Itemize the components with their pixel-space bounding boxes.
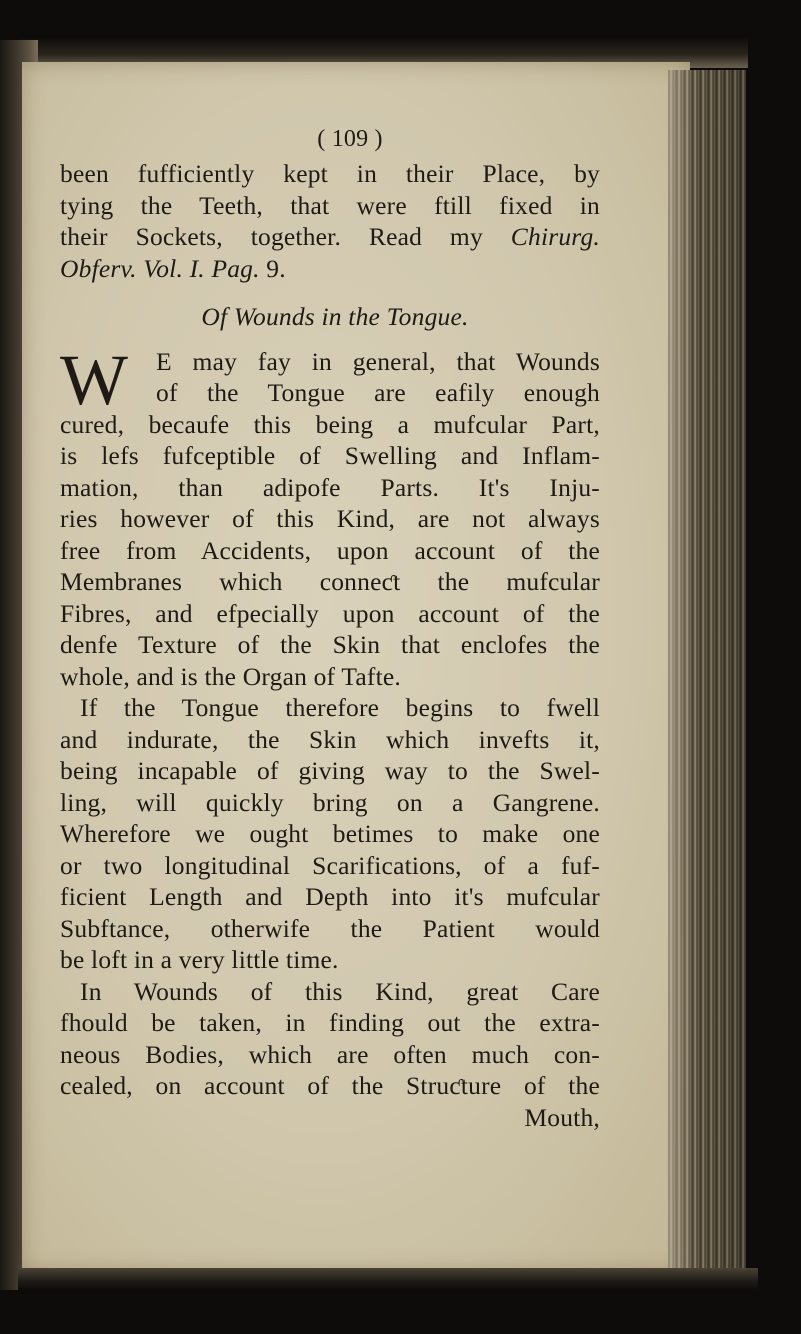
text-line: free from Accidents, upon account of the (60, 535, 600, 565)
reference-observ: Obferv. Vol. I. Pag. (60, 253, 260, 283)
text-line: ficient Length and Depth into it's mufcular (60, 882, 600, 911)
paragraph-3 (60, 976, 600, 1134)
text-line: and indurate, the Skin which invefts it, (60, 724, 600, 754)
text-line: Subftance, otherwife the Patient would (60, 913, 600, 943)
text-line: tying the Teeth, that were ftill fixed in (60, 190, 600, 220)
catchword: Mouth, (524, 1102, 600, 1132)
text-line: In Wounds of this Kind, great Care (80, 976, 600, 1006)
text-line: denfe Texture of the Skin that enclofes the (60, 630, 600, 659)
book-bottom-edge (18, 1268, 758, 1290)
text-line: Membranes which conneƈt the mufcular (60, 567, 600, 596)
page-text (60, 120, 600, 1133)
text-line: mation, than adipofe Parts. It's Inju- (60, 472, 600, 502)
text-line: ling, will quickly bring on a Gangrene. (60, 787, 600, 817)
paragraph-1 (60, 339, 600, 693)
drop-cap: W (60, 339, 129, 420)
text-line: E may fay in general, that Wounds (156, 346, 600, 376)
reference-chirurg: Chirurg. (510, 222, 601, 251)
text-line: neous Bodies, which are often much con- (60, 1039, 600, 1069)
text-line: cealed, on account of the Struƈture of the (60, 1071, 600, 1100)
text-line: being incapable of giving way to the Swel- (60, 756, 600, 785)
continuation-paragraph (60, 158, 600, 284)
text-line: been fufficiently kept in their Place, by (60, 159, 600, 188)
section-heading: Of Wounds in the Tongue. (201, 302, 469, 331)
text-line: Wherefore we ought betimes to make one (60, 819, 600, 848)
text-line: of the Tongue are eafily enough (156, 378, 600, 407)
text-line (60, 221, 600, 253)
text-line: If the Tongue therefore begins to fwell (80, 693, 600, 722)
text-line: or two longitudinal Scarifications, of a fuf- (60, 850, 600, 880)
paragraph-2 (60, 692, 600, 976)
text-line: ries however of this Kind, are not always (60, 504, 600, 533)
text-line: is lefs fufceptible of Swelling and Inflam- (60, 441, 600, 470)
text-line: Fibres, and efpecially upon account of the (60, 598, 600, 628)
text-line: be loft in a very little time. (60, 945, 339, 974)
text-line-start: their Sockets, together. Read my (60, 222, 483, 251)
reference-page: 9. (266, 253, 286, 283)
text-line: fhould be taken, in finding out the extra- (60, 1008, 600, 1037)
page-number: ( 109 ) (317, 126, 383, 152)
page-edges-shading (668, 70, 746, 1270)
text-line: whole, and is the Organ of Tafte. (60, 661, 401, 691)
text-line (60, 253, 600, 285)
text-line: cured, becaufe this being a mufcular Part, (60, 409, 600, 439)
